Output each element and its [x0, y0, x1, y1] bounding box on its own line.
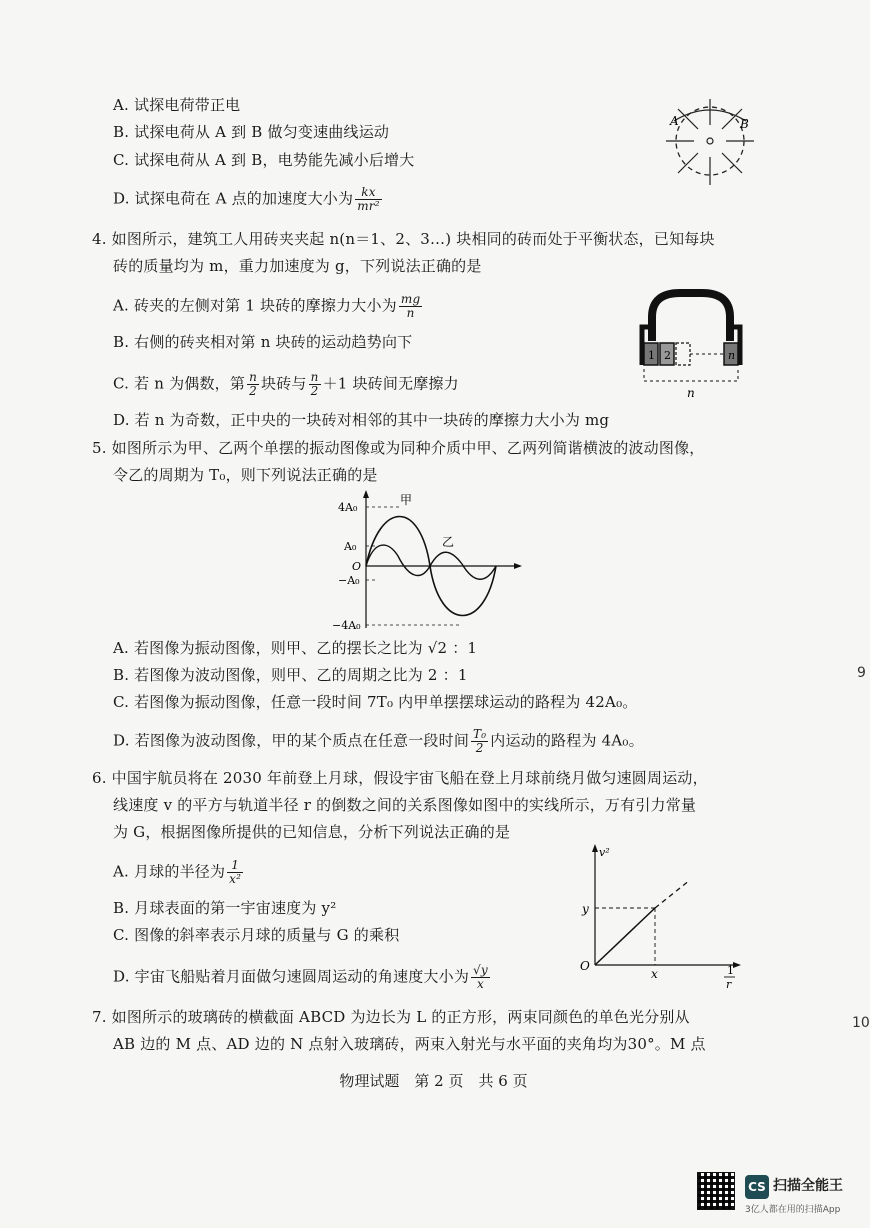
q6-d-num: √y	[473, 963, 488, 977]
q7-stem-line1: 7. 如图所示的玻璃砖的横截面 ABCD 为边长为 L 的正方形，两束同颜色的单色光分别从	[92, 1008, 690, 1026]
q4-option-a-text: A. 砖夹的左侧对第 1 块砖的摩擦力大小为	[113, 296, 397, 315]
q3-d-num: kx	[355, 186, 382, 200]
q5-fig-label-4a: 4A₀	[338, 501, 358, 514]
q3-option-b: B. 试探电荷从 A 到 B 做匀变速曲线运动	[113, 123, 390, 141]
q6-option-a-text: A. 月球的半径为	[113, 862, 226, 881]
q6-fig-label-y: y	[582, 902, 589, 916]
page-footer: 物理试题 第 2 页 共 6 页	[339, 1072, 528, 1090]
q4-fig-brick-2: 2	[664, 349, 671, 362]
q5-d-den: 2	[475, 741, 484, 755]
q6-stem-line3: 为 G，根据图像所提供的已知信息，分析下列说法正确的是	[113, 823, 511, 841]
q4-option-d: D. 若 n 为奇数，正中央的一块砖对相邻的其中一块砖的摩擦力大小为 mg	[113, 411, 610, 429]
q6-option-d	[113, 964, 492, 991]
q6-fig-label-o: O	[580, 959, 590, 973]
q4-c-den2: 2	[310, 384, 319, 398]
q4-fig-brick-n: n	[728, 349, 736, 362]
q5-fig-label-jia: 甲	[400, 493, 413, 507]
q5-fig-label-a: A₀	[344, 540, 357, 553]
q4-fig-label-n: n	[687, 386, 695, 400]
q5-option-d-pre: D. 若图像为波动图像，甲的某个质点在任意一段时间	[113, 731, 470, 750]
q4-option-c-post: ＋1 块砖间无摩擦力	[322, 374, 459, 393]
q6-option-a	[113, 859, 245, 886]
q5-fig-label-o: O	[352, 560, 362, 573]
q3-fig-label-b: B	[740, 117, 749, 131]
q3-option-a: A. 试探电荷带正电	[113, 96, 241, 114]
q3-d-fraction	[355, 186, 382, 213]
q6-d-den: x	[476, 977, 484, 991]
q5-option-d-post: 内运动的路程为 4A₀。	[490, 731, 644, 750]
q6-option-d-text: D. 宇宙飞船贴着月面做匀速圆周运动的角速度大小为	[113, 967, 470, 986]
q4-option-a	[113, 293, 424, 320]
q3-option-c: C. 试探电荷从 A 到 B，电势能先减小后增大	[113, 151, 415, 169]
q4-option-b: B. 右侧的砖夹相对第 n 块砖的运动趋势向下	[113, 333, 413, 351]
q6-fig-label-v2: v²	[599, 846, 610, 859]
q5-fig-label-minus-a: −A₀	[338, 574, 360, 587]
q6-fig-label-x: x	[651, 967, 658, 981]
q5-option-c: C. 若图像为振动图像，任意一段时间 7T₀ 内甲单摆摆球运动的路程为 42A₀。	[113, 693, 638, 711]
q6-a-num: 1	[227, 859, 243, 873]
q4-a-fraction	[399, 293, 422, 320]
q7-stem-line2: AB 边的 M 点、AD 边的 N 点射入玻璃砖，两束入射光与水平面的夹角均为30°。M 点	[113, 1035, 706, 1053]
q6-d-fraction	[471, 964, 490, 991]
q4-fig-brick-1: 1	[648, 349, 655, 362]
q4-a-num: mg	[400, 292, 421, 306]
q6-stem-line2: 线速度 v 的平方与轨道半径 r 的倒数之间的关系图像如图中的实线所示，万有引力常量	[113, 796, 697, 814]
q5-stem-line1: 5. 如图所示为甲、乙两个单摆的振动图像或为同种介质中甲、乙两列简谐横波的波动图像，	[92, 439, 705, 457]
q5-fig-label-yi: 乙	[442, 535, 455, 549]
q5-option-a: A. 若图像为振动图像，则甲、乙的摆长之比为 √2 ：1	[113, 639, 478, 657]
scanner-app-tagline: 3亿人都在用的扫描App	[745, 1205, 841, 1215]
q5-option-d	[113, 728, 644, 755]
q6-option-c: C. 图像的斜率表示月球的质量与 G 的乘积	[113, 926, 400, 944]
q3-field-figure	[660, 95, 760, 190]
q3-option-d-text: D. 试探电荷在 A 点的加速度大小为	[113, 189, 354, 208]
q4-c-den1: 2	[249, 384, 257, 398]
q3-d-den: mr²	[357, 199, 380, 213]
q6-a-den: x²	[229, 872, 242, 886]
edge-mark-ten: 10	[852, 1015, 870, 1031]
q6-fig-label-r-num: 1	[727, 964, 734, 977]
q4-stem-line1: 4. 如图所示，建筑工人用砖夹夹起 n(n＝1、2、3…) 块相同的砖而处于平衡状态，已知每块	[92, 230, 715, 248]
q5-d-num: T₀	[473, 727, 487, 741]
q6-option-b: B. 月球表面的第一宇宙速度为 y²	[113, 899, 337, 917]
q5-wave-figure	[330, 490, 525, 635]
scanner-app-name: 扫描全能王	[773, 1178, 843, 1194]
q4-option-c-pre: C. 若 n 为偶数，第	[113, 374, 246, 393]
q4-c-num2: n	[310, 370, 319, 384]
q3-fig-label-a: A	[670, 114, 679, 128]
q4-option-c-mid: 块砖与	[261, 374, 307, 393]
q4-a-den: n	[406, 306, 415, 320]
q4-option-c	[113, 371, 459, 398]
qr-code-icon	[697, 1172, 735, 1210]
q6-graph-figure	[575, 840, 745, 990]
q5-option-b: B. 若图像为波动图像，则甲、乙的周期之比为 2 ：1	[113, 666, 468, 684]
q5-fig-label-minus-4a: −4A₀	[332, 619, 361, 632]
q4-clamp-figure	[630, 285, 750, 405]
q5-stem-line2: 令乙的周期为 T₀，则下列说法正确的是	[113, 466, 378, 484]
camscanner-logo-icon: CS	[745, 1175, 769, 1199]
q4-c-fraction-2	[309, 371, 321, 398]
edge-mark-nine: 9	[857, 665, 866, 681]
q4-stem-line2: 砖的质量均为 m，重力加速度为 g，下列说法正确的是	[113, 257, 482, 275]
q6-fig-label-r-den: r	[726, 978, 732, 991]
q6-stem-line1: 6. 中国宇航员将在 2030 年前登上月球，假设宇宙飞船在登上月球前绕月做匀速圆周运动，	[92, 769, 708, 787]
q3-option-d	[113, 186, 384, 213]
q4-c-fraction-1	[247, 371, 259, 398]
q6-a-fraction	[227, 859, 243, 886]
q5-d-fraction	[471, 728, 488, 755]
q4-c-num1: n	[249, 370, 258, 384]
